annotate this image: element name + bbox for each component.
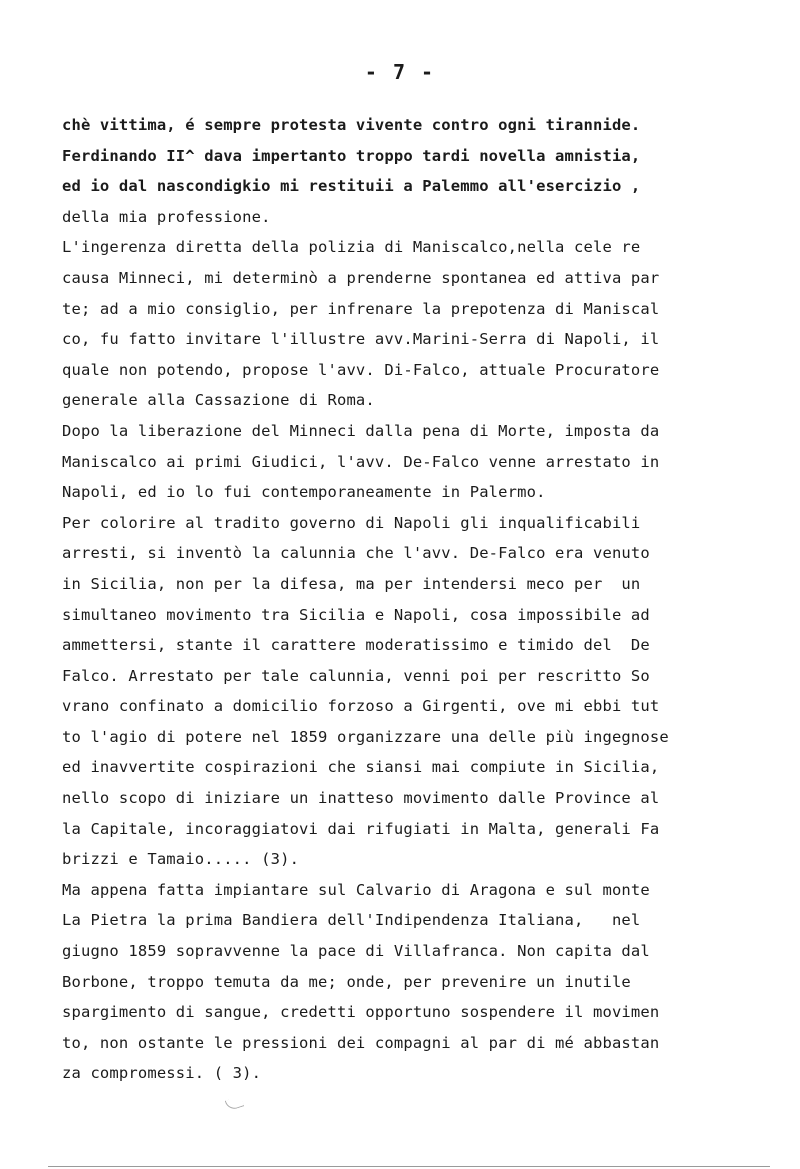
text-line: generale alla Cassazione di Roma. [62, 391, 375, 410]
pencil-mark [225, 1096, 245, 1112]
text-line: te; ad a mio consiglio, per infrenare la prepotenza di Maniscal [62, 299, 660, 318]
text-line: ammettersi, stante il carattere moderatissimo e timido del De [62, 636, 650, 655]
text-line: arresti, si inventò la calunnia che l'avv. De-Falco era venuto [62, 544, 650, 563]
text-line: simultaneo movimento tra Sicilia e Napoli, cosa impossibile ad [62, 605, 650, 624]
text-line: to l'agio di potere nel 1859 organizzare una delle più ingegnose [62, 727, 669, 746]
text-line: in Sicilia, non per la difesa, ma per intendersi meco per un [62, 574, 641, 593]
text-line: Ma appena fatta impiantare sul Calvario di Aragona e sul monte [62, 880, 650, 899]
text-line: Borbone, troppo temuta da me; onde, per prevenire un inutile [62, 972, 631, 991]
text-line: della mia professione. [62, 207, 271, 226]
text-line: Ferdinando II^ dava impertanto troppo tardi novella amnistia, [62, 146, 641, 165]
text-line: ed inavvertite cospirazioni che siansi mai compiute in Sicilia, [62, 758, 660, 777]
text-line: spargimento di sangue, credetti opportuno sospendere il movimen [62, 1003, 660, 1022]
text-line: L'ingerenza diretta della polizia di Maniscalco,nella cele re [62, 238, 641, 257]
text-line: Dopo la liberazione del Minneci dalla pena di Morte, imposta da [62, 421, 660, 440]
text-line: la Capitale, incoraggiatovi dai rifugiati in Malta, generali Fa [62, 819, 660, 838]
typed-body-text [62, 110, 762, 1089]
text-line: La Pietra la prima Bandiera dell'Indipendenza Italiana, nel [62, 911, 641, 930]
text-line: co, fu fatto invitare l'illustre avv.Marini-Serra di Napoli, il [62, 330, 660, 349]
text-line: Per colorire al tradito governo di Napoli gli inqualificabili [62, 513, 641, 532]
text-line: ed io dal nascondigkio mi restituii a Palemmo all'esercizio , [62, 177, 641, 196]
text-line: to, non ostante le pressioni dei compagni al par di mé abbastan [62, 1033, 660, 1052]
text-line: Napoli, ed io lo fui contemporaneamente in Palermo. [62, 483, 546, 502]
text-line: Maniscalco ai primi Giudici, l'avv. De-Falco venne arrestato in [62, 452, 660, 471]
text-line: chè vittima, é sempre protesta vivente contro ogni tirannide. [62, 116, 641, 134]
text-line: Falco. Arrestato per tale calunnia, venni poi per rescritto So [62, 666, 650, 685]
page-number: - 7 - [364, 60, 436, 84]
text-line: causa Minneci, mi determinò a prenderne spontanea ed attiva par [62, 268, 660, 287]
page-bottom-rule [48, 1166, 770, 1167]
text-line: quale non potendo, propose l'avv. Di-Falco, attuale Procuratore [62, 360, 660, 379]
text-line: nello scopo di iniziare un inatteso movimento dalle Province al [62, 789, 660, 808]
text-line: giugno 1859 sopravvenne la pace di Villafranca. Non capita dal [62, 942, 650, 961]
text-line: vrano confinato a domicilio forzoso a Girgenti, ove mi ebbi tut [62, 697, 660, 716]
text-line: za compromessi. ( 3). [62, 1064, 262, 1083]
text-line: brizzi e Tamaio..... (3). [62, 850, 300, 869]
